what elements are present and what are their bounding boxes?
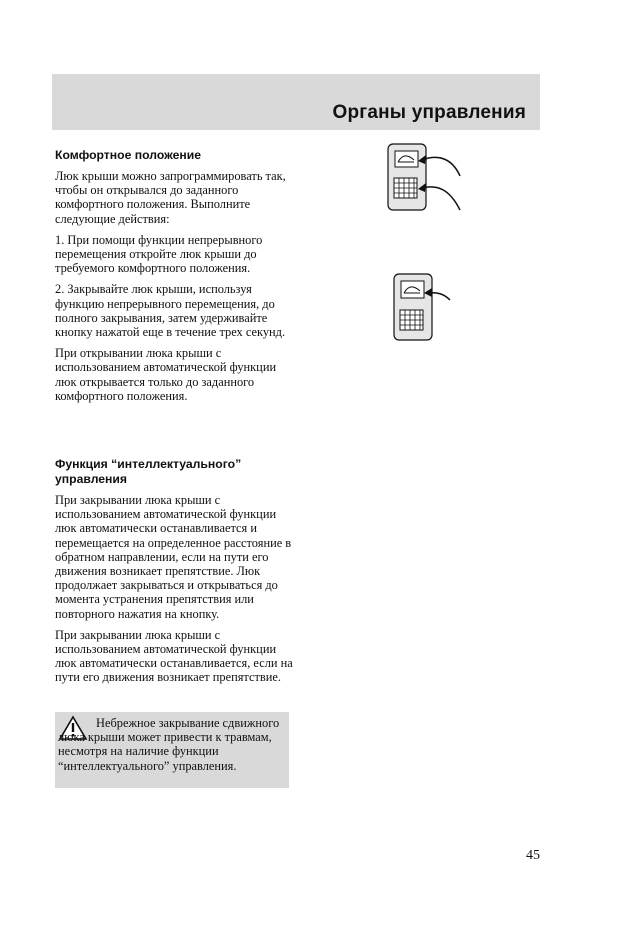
page-title: Органы управления xyxy=(332,102,526,123)
warning-text: Небрежное закрывание сдвижного люка крыши может привести к травмам, несмотря на наличие функции “интеллектуального” управления. xyxy=(58,716,280,773)
section-comfort-position xyxy=(55,148,295,410)
paragraph: Люк крыши можно запрограммировать так, чтобы он открывался до заданного комфортного положения. Выполните следующие действия: xyxy=(55,169,286,226)
page-number: 45 xyxy=(526,848,540,863)
sunroof-switch-two-arrows-icon xyxy=(380,142,470,216)
page-header xyxy=(52,74,540,130)
section-heading: Комфортное положение xyxy=(55,148,202,162)
paragraph: При закрывании люка крыши с использованием автоматической функции люк автоматически останавливается, если на пути его движения возникает препятствие. xyxy=(55,627,293,685)
paragraph: При открывании люка крыши с использованием автоматической функции люк открывается только до заданного комфортного положения. xyxy=(55,346,277,403)
paragraph: 1. При помощи функции непрерывного перемещения откройте люк крыши до требуемого комфортного положения. xyxy=(55,232,263,276)
section-heading: Функция “интеллектуального” управления xyxy=(55,457,242,486)
paragraph: При закрывании люка крыши с использованием автоматической функции люк автоматически останавливается и перемещается на определенное расстояние в обратном направлении, если на пути его движения возникает препятствие. Люк продолжает закрываться и открываться до момента устранения препятствия или повторного нажатия на кнопку. xyxy=(55,493,292,621)
paragraph: 2. Закрывайте люк крыши, используя функцию непрерывного перемещения, до полного закрывания, затем удерживайте кнопку нажатой еще в течение трех секунд. xyxy=(55,282,286,340)
warning-box xyxy=(55,712,289,788)
section-smart-function xyxy=(55,457,295,692)
sunroof-switch-one-arrow-icon xyxy=(388,272,458,344)
